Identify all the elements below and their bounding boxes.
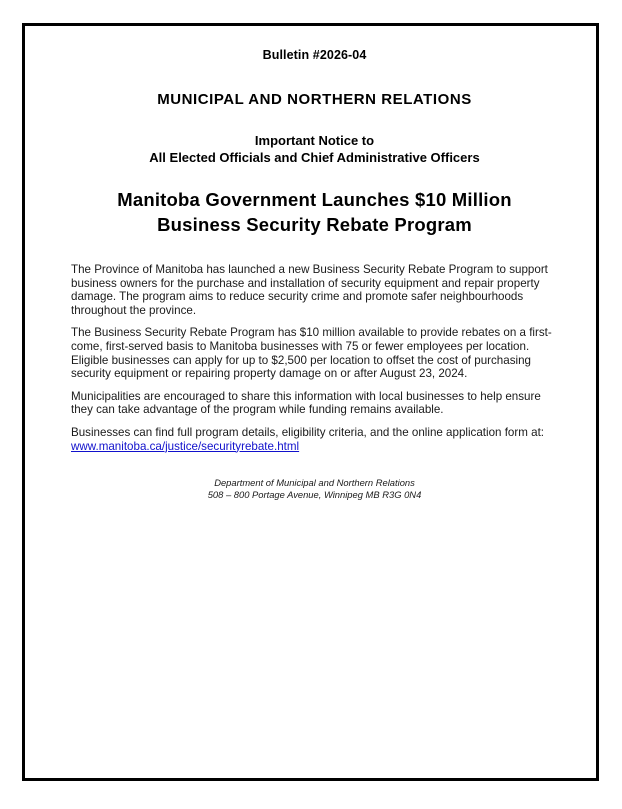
page-title-line-1: Manitoba Government Launches $10 Million	[117, 189, 512, 210]
notice-line-1: Important Notice to	[254, 133, 375, 148]
document-content	[71, 48, 558, 500]
page-title	[71, 187, 558, 237]
notice-line-2: All Elected Officials and Chief Administrative Officers	[149, 150, 480, 165]
important-notice-block	[71, 132, 558, 166]
program-details-link[interactable]: www.manitoba.ca/justice/securityrebate.html	[71, 439, 300, 453]
document-footer	[71, 477, 558, 500]
document-page-border	[22, 23, 599, 781]
footer-address: 508 – 800 Portage Avenue, Winnipeg MB R3G 0N4	[207, 488, 422, 500]
bulletin-number: Bulletin #2026-04	[262, 48, 367, 62]
body-paragraph-2: The Business Security Rebate Program has $10 million available to provide rebates on a first-come, first-served basis to Manitoba businesses with 75 or fewer employees per location. Eligible businesses can apply for up to $2,500 per location to offset the cost of purchasing security equipment or repairing property damage on or after August 23, 2024.	[71, 326, 552, 381]
body-paragraph-1: The Province of Manitoba has launched a new Business Security Rebate Program to support business owners for the purchase and installation of security equipment and repair property damage. The program aims to reduce security crime and promote safer neighbourhoods throughout the province.	[71, 263, 548, 317]
page-title-line-2: Business Security Rebate Program	[157, 214, 472, 235]
body-paragraph-link	[71, 426, 558, 453]
link-lead-text: Businesses can find full program details, eligibility criteria, and the online application form at:	[71, 425, 545, 439]
footer-department: Department of Municipal and Northern Relations	[214, 477, 415, 489]
body-paragraph-3: Municipalities are encouraged to share this information with local businesses to help ensure they can take advantage of the program while funding remains available.	[71, 389, 541, 417]
department-heading: MUNICIPAL AND NORTHERN RELATIONS	[157, 91, 472, 108]
